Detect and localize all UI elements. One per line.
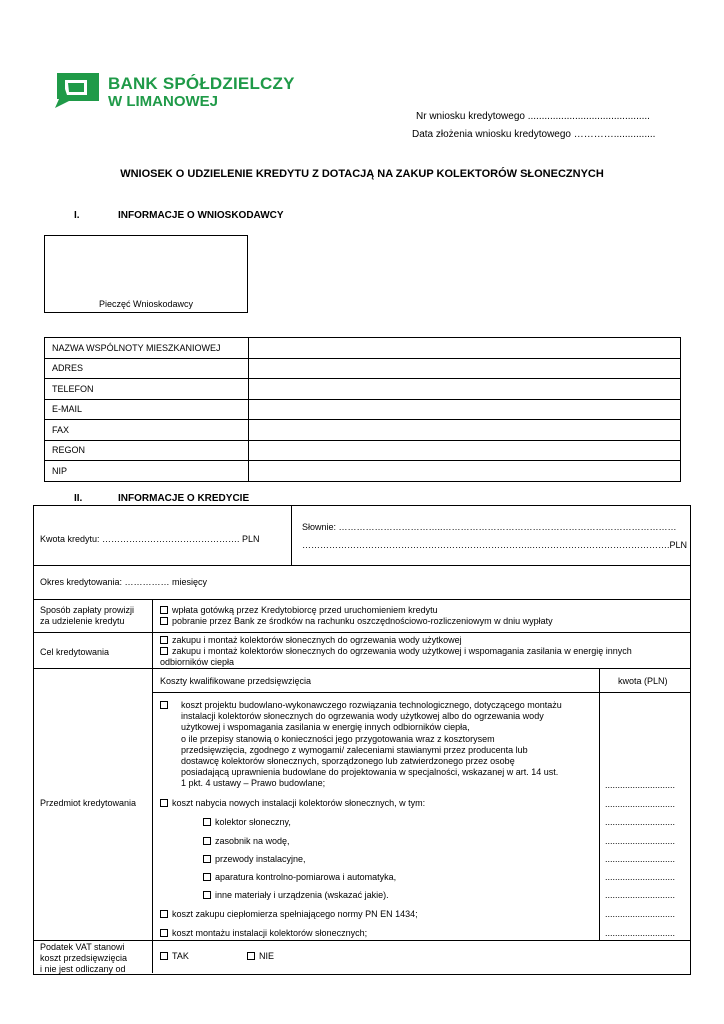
applicant-row-value[interactable] bbox=[249, 461, 681, 482]
checkbox[interactable] bbox=[247, 952, 255, 960]
subject-label: Przedmiot kredytowania bbox=[40, 798, 137, 808]
vat-no-option[interactable]: NIE bbox=[247, 951, 274, 961]
checkbox[interactable] bbox=[160, 617, 168, 625]
applicant-stamp-box bbox=[44, 235, 248, 313]
applicant-row-value[interactable] bbox=[249, 338, 681, 359]
checkbox[interactable] bbox=[203, 873, 211, 881]
bank-name-line2: W LIMANOWEJ bbox=[108, 93, 218, 110]
credit-period-field[interactable]: Okres kredytowania: …………… miesięcy bbox=[40, 577, 208, 587]
sub-item-other[interactable]: inne materiały i urządzenia (wskazać jakie). bbox=[203, 890, 389, 900]
cost1-amount[interactable]: ............................ bbox=[605, 780, 676, 790]
checkbox[interactable] bbox=[203, 818, 211, 826]
checkbox[interactable] bbox=[203, 855, 211, 863]
sub-item-tank[interactable]: zasobnik na wodę, bbox=[203, 836, 290, 846]
section2-title: INFORMACJE O KREDYCIE bbox=[118, 493, 250, 504]
purpose-label: Cel kredytowania bbox=[40, 647, 110, 657]
checkbox[interactable] bbox=[203, 837, 211, 845]
amount-in-words-field-cont[interactable]: …………………………………………………………………..……………………………………….PLN bbox=[302, 540, 688, 550]
applicant-row-value[interactable] bbox=[249, 379, 681, 400]
fee-option-cash[interactable]: wpłata gotówką przez Kredytobiorcę przed uruchomieniem kredytu bbox=[160, 605, 438, 615]
bank-logo-icon bbox=[53, 71, 103, 109]
divider bbox=[152, 692, 690, 693]
divider bbox=[33, 565, 690, 566]
vat-label-cont: koszt przedsięwzięcia bbox=[40, 953, 128, 963]
checkbox[interactable] bbox=[160, 952, 168, 960]
sub-item-amount[interactable]: ............................ bbox=[605, 854, 676, 864]
applicant-row-label: TELEFON bbox=[45, 379, 249, 400]
checkbox[interactable] bbox=[160, 799, 168, 807]
purpose-option-2-cont: odbiorników ciepła bbox=[160, 657, 235, 667]
checkbox[interactable] bbox=[160, 929, 168, 937]
section2-number: II. bbox=[74, 493, 83, 504]
applicant-row-label: E-MAIL bbox=[45, 399, 249, 420]
checkbox[interactable] bbox=[160, 636, 168, 644]
applicant-info-table bbox=[44, 337, 681, 482]
sub-item-amount[interactable]: ............................ bbox=[605, 890, 676, 900]
vat-yes-option[interactable]: TAK bbox=[160, 951, 189, 961]
divider bbox=[291, 505, 292, 565]
applicant-row-label: NAZWA WSPÓLNOTY MIESZKANIOWEJ bbox=[45, 338, 249, 359]
fee-option-account[interactable]: pobranie przez Bank ze środków na rachunku oszczędnościowo-rozliczeniowym w dniu wypłaty bbox=[160, 616, 553, 626]
credit-amount-field[interactable]: Kwota kredytu: ………………………………………. PLN bbox=[40, 534, 260, 544]
section1-title: INFORMACJE O WNIOSKODAWCY bbox=[118, 210, 284, 221]
stamp-label: Pieczęć Wnioskodawcy bbox=[98, 299, 194, 309]
purpose-option-2[interactable]: zakupu i montaż kolektorów słonecznych do ogrzewania wody użytkowej i wspomagania zasilania w energię innych bbox=[160, 646, 632, 656]
cost3-item[interactable]: koszt zakupu ciepłomierza spełniającego normy PN EN 1434; bbox=[160, 909, 418, 919]
divider bbox=[33, 668, 690, 669]
application-number-field[interactable]: Nr wniosku kredytowego ............................................ bbox=[416, 111, 650, 122]
amount-header: kwota (PLN) bbox=[618, 676, 668, 686]
application-date-field[interactable]: Data złożenia wniosku kredytowego …………............... bbox=[412, 129, 656, 140]
checkbox[interactable] bbox=[160, 606, 168, 614]
amount-in-words-field[interactable]: Słownie: ……………………………..…………………………………………………………………… bbox=[302, 522, 677, 532]
divider bbox=[152, 599, 153, 973]
cost4-item[interactable]: koszt montażu instalacji kolektorów słonecznych; bbox=[160, 928, 367, 938]
checkbox[interactable] bbox=[203, 891, 211, 899]
cost3-amount[interactable]: ............................ bbox=[605, 909, 676, 919]
checkbox[interactable] bbox=[160, 647, 168, 655]
sub-item-amount[interactable]: ............................ bbox=[605, 817, 676, 827]
divider bbox=[33, 940, 690, 941]
vat-label-cont2: i nie jest odliczany od bbox=[40, 964, 126, 974]
applicant-row-label: REGON bbox=[45, 440, 249, 461]
fee-label: Sposób zapłaty prowizji bbox=[40, 605, 135, 615]
cost1-checkbox[interactable] bbox=[160, 700, 172, 710]
document-title: WNIOSEK O UDZIELENIE KREDYTU Z DOTACJĄ NA ZAKUP KOLEKTORÓW SŁONECZNYCH bbox=[120, 168, 604, 180]
fee-label-cont: za udzielenie kredytu bbox=[40, 616, 125, 626]
section1-number: I. bbox=[74, 210, 80, 221]
applicant-row-value[interactable] bbox=[249, 440, 681, 461]
cost2-amount[interactable]: ............................ bbox=[605, 799, 676, 809]
vat-label: Podatek VAT stanowi bbox=[40, 942, 125, 952]
sub-item-collector[interactable]: kolektor słoneczny, bbox=[203, 817, 291, 827]
purpose-option-1[interactable]: zakupu i montaż kolektorów słonecznych do ogrzewania wody użytkowej bbox=[160, 635, 462, 645]
sub-item-amount[interactable]: ............................ bbox=[605, 836, 676, 846]
bank-name-line1: BANK SPÓŁDZIELCZY bbox=[108, 74, 295, 93]
divider bbox=[33, 632, 690, 633]
cost1-description: koszt projektu budowlano-wykonawczego rozwiązania technologicznego, dotyczącego montażu instalacji kolektorów słonecznych do ogrzewania wody użytkowej albo do ogrzewania wody użytkowej i wspomagania zasilania w energię innych odbiorników ciepła, o ile przepisy stanowią o konieczności jego przygotowania wraz z kosztorysem przedsięwzięcia, zgodnego z wymogami/ zaleceniami stawianymi przez producenta lub dostawcę kolektorów słonecznych, sporządzonego lub zatwierdzonego przez osobę posiadającą uprawnienia budowlane do projektowania w specjalności, wskazanej w art. 14 ust. 1 pkt. 4 ustawy – Prawo budowlane; bbox=[181, 700, 562, 789]
divider bbox=[33, 599, 690, 600]
sub-item-pipes[interactable]: przewody instalacyjne, bbox=[203, 854, 306, 864]
cost4-amount[interactable]: ............................ bbox=[605, 928, 676, 938]
applicant-row-label: ADRES bbox=[45, 358, 249, 379]
sub-item-amount[interactable]: ............................ bbox=[605, 872, 676, 882]
applicant-row-value[interactable] bbox=[249, 358, 681, 379]
applicant-row-label: NIP bbox=[45, 461, 249, 482]
costs-header: Koszty kwalifikowane przedsięwzięcia bbox=[160, 676, 312, 686]
sub-item-automation[interactable]: aparatura kontrolno-pomiarowa i automatyka, bbox=[203, 872, 396, 882]
divider bbox=[599, 668, 600, 940]
checkbox[interactable] bbox=[160, 910, 168, 918]
cost2-item[interactable]: koszt nabycia nowych instalacji kolektorów słonecznych, w tym: bbox=[160, 798, 425, 808]
applicant-row-value[interactable] bbox=[249, 399, 681, 420]
applicant-row-value[interactable] bbox=[249, 420, 681, 441]
applicant-row-label: FAX bbox=[45, 420, 249, 441]
